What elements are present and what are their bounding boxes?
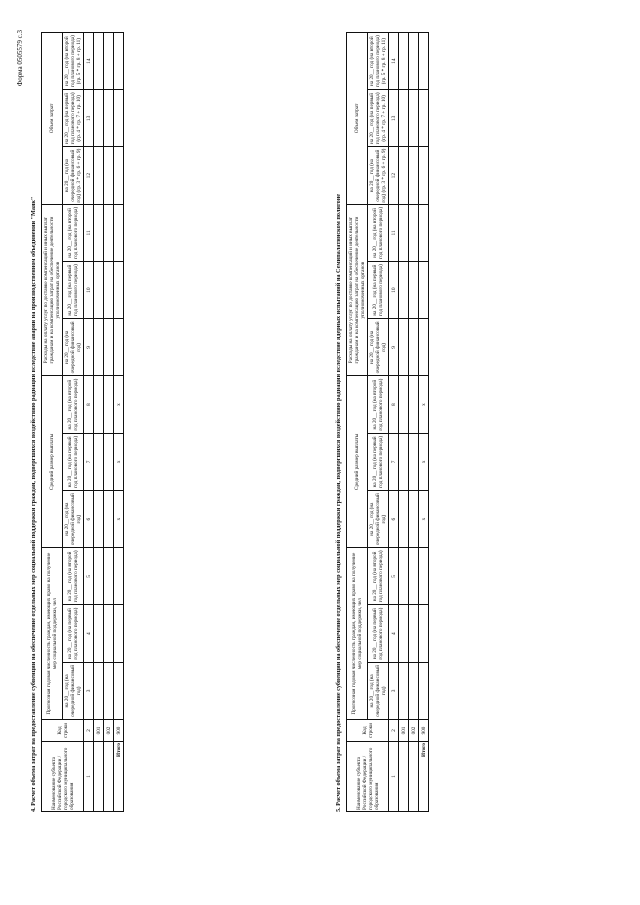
year-header: на 20__ год (на первый год планового периода) [368,262,389,319]
value-cell[interactable] [94,33,104,90]
x-mark: x [419,491,429,548]
value-cell[interactable] [104,147,114,204]
year-header: на 20__ год (на второй год планового периода) [368,376,389,433]
volume-year-header: на 20__ год (на первый год планового периода) (гр. 4 * гр. 7 + гр. 10) [368,90,389,147]
year-header: на 20__ год (на первый год планового периода) [63,262,84,319]
total-label: Итого [114,742,124,812]
value-cell[interactable] [419,33,429,90]
value-cell[interactable] [114,662,124,719]
column-number: 4 [84,605,94,662]
value-cell[interactable] [94,491,104,548]
code-cell: 002 [104,720,114,742]
value-cell[interactable] [409,147,419,204]
value-cell[interactable] [419,204,429,261]
column-number: 11 [389,204,399,261]
value-cell[interactable] [104,33,114,90]
rotated-content [10,12,630,892]
value-cell[interactable] [104,605,114,662]
total-row [114,33,124,812]
subject-cell[interactable] [104,742,114,812]
column-number: 3 [389,662,399,719]
column-number: 12 [389,147,399,204]
value-cell[interactable] [399,605,409,662]
value-cell[interactable] [419,319,429,376]
subject-header: Наименование субъекта Российской Федерации / городского муниципального образования [347,742,389,812]
volume-year-header: на 20__ год (на первый год планового периода) (гр. 4 * гр. 7 + гр. 10) [63,90,84,147]
expenses-header: Расходы на оплату услуг по доставке компенсаций и иных выплат гражданам и на компенсацию затрат на обеспечение деятельности уполномоченных органов [347,204,368,376]
column-number: 2 [389,720,399,742]
column-number: 12 [84,147,94,204]
column-number: 10 [389,262,399,319]
value-cell[interactable] [399,319,409,376]
total-code: 900 [114,720,124,742]
value-cell[interactable] [409,491,419,548]
year-header: на 20__ год (на очередной финансовый год) [63,491,84,548]
total-row [419,33,429,812]
value-cell[interactable] [104,548,114,605]
value-cell[interactable] [114,90,124,147]
value-cell[interactable] [114,548,124,605]
table-row [409,33,419,812]
code-cell: 001 [94,720,104,742]
x-mark: x [419,376,429,433]
value-cell[interactable] [399,433,409,490]
value-cell[interactable] [409,605,419,662]
year-header: на 20__ год (на очередной финансовый год) [63,319,84,376]
value-cell[interactable] [399,376,409,433]
volume-year-header: на 20__ год (на очередной финансовый год) (гр. 3 * гр. 6 + гр. 9) [64,148,82,203]
value-cell[interactable] [104,262,114,319]
value-cell[interactable] [399,33,409,90]
column-number: 6 [84,491,94,548]
value-cell[interactable] [409,376,419,433]
value-cell[interactable] [419,147,429,204]
value-cell[interactable] [114,33,124,90]
table-row [104,33,114,812]
avg-pay-header: Средний размер выплаты [347,376,368,548]
section-title: 4. Расчет объема затрат на предоставление субвенции на обеспечение отдельных мер социальной поддержки граждан, подвергшихся воздействию радиации вследствие аварии на производственном объединении "Маяк" [30,196,37,812]
value-cell[interactable] [104,491,114,548]
column-number: 4 [389,605,399,662]
column-number: 8 [389,376,399,433]
value-cell[interactable] [419,662,429,719]
value-cell[interactable] [399,491,409,548]
forecast-header: Прогнозная годовая численность граждан, имеющих право на получение мер социальной поддержки, чел [347,548,368,720]
year-header: на 20__ год (на очередной финансовый год) [63,662,84,719]
avg-pay-header: Средний размер выплаты [42,376,63,548]
value-cell[interactable] [94,662,104,719]
value-cell[interactable] [399,204,409,261]
value-cell[interactable] [94,548,104,605]
year-header: на 20__ год (на первый год планового периода) [368,433,389,490]
year-header: на 20__ год (на второй год планового периода) [63,204,84,261]
value-cell[interactable] [409,433,419,490]
forecast-header: Прогнозная годовая численность граждан, имеющих право на получение мер социальной поддержки, чел [42,548,63,720]
column-number: 9 [84,319,94,376]
value-cell[interactable] [409,204,419,261]
value-cell[interactable] [399,262,409,319]
column-number: 6 [389,491,399,548]
column-number: 1 [389,742,399,812]
section-4 [30,32,124,812]
table-row [94,33,104,812]
volume-header: Объем затрат [347,33,368,205]
value-cell[interactable] [399,662,409,719]
x-mark: x [114,491,124,548]
subject-cell[interactable] [409,742,419,812]
column-number: 13 [389,90,399,147]
year-header: на 20__ год (на второй год планового периода) [368,548,389,605]
code-cell: 001 [399,720,409,742]
value-cell[interactable] [419,548,429,605]
value-cell[interactable] [94,433,104,490]
value-cell[interactable] [409,662,419,719]
value-cell[interactable] [409,548,419,605]
volume-year-header: на 20__ год (на второй год планового периода) (гр. 5 * гр. 8 + гр. 11) [63,33,84,90]
value-cell[interactable] [94,262,104,319]
column-number: 7 [389,433,399,490]
section-4-table [41,32,124,812]
value-cell[interactable] [104,90,114,147]
value-cell[interactable] [104,433,114,490]
section-title: 5. Расчет объема затрат на предоставление субвенции на обеспечение отдельных мер социальной поддержки граждан, подвергшихся воздействию радиации вследствие ядерных испытаний на Семипалатинском полигоне [335,193,342,812]
code-header: Код строки [42,720,84,742]
column-number: 5 [84,548,94,605]
volume-year-header: на 20__ год (на второй год планового периода) (гр. 5 * гр. 8 + гр. 11) [368,33,389,90]
subject-cell[interactable] [399,742,409,812]
value-cell[interactable] [114,262,124,319]
year-header: на 20__ год (на первый год планового периода) [63,433,84,490]
volume-header: Объем затрат [42,33,63,205]
subject-cell[interactable] [94,742,104,812]
section-5 [335,32,429,812]
volume-year-header: на 20__ год (на очередной финансовый год) (гр. 3 * гр. 6 + гр. 9) [369,148,387,203]
column-number: 10 [84,262,94,319]
value-cell[interactable] [104,376,114,433]
value-cell[interactable] [409,319,419,376]
year-header: на 20__ год (на второй год планового периода) [63,376,84,433]
value-cell[interactable] [419,90,429,147]
value-cell[interactable] [409,262,419,319]
value-cell[interactable] [104,662,114,719]
value-cell[interactable] [104,204,114,261]
value-cell[interactable] [114,605,124,662]
year-header: на 20__ год (на первый год планового периода) [368,605,389,662]
value-cell[interactable] [409,33,419,90]
value-cell[interactable] [94,605,104,662]
column-number: 11 [84,204,94,261]
column-number: 7 [84,433,94,490]
value-cell[interactable] [399,90,409,147]
x-mark: x [114,433,124,490]
subject-header: Наименование субъекта Российской Федерации / городского муниципального образования [42,742,84,812]
value-cell[interactable] [399,147,409,204]
value-cell[interactable] [94,204,104,261]
form-code: Форма 0505579 с.3 [16,30,24,87]
total-code: 900 [419,720,429,742]
column-number: 14 [84,33,94,90]
value-cell[interactable] [409,90,419,147]
value-cell[interactable] [114,147,124,204]
value-cell[interactable] [114,204,124,261]
value-cell[interactable] [94,319,104,376]
value-cell[interactable] [104,319,114,376]
year-header: на 20__ год (на очередной финансовый год) [368,662,389,719]
code-cell: 002 [409,720,419,742]
column-number: 14 [389,33,399,90]
column-number: 8 [84,376,94,433]
value-cell[interactable] [94,147,104,204]
section-5-table [346,32,429,812]
column-number: 9 [389,319,399,376]
year-header: на 20__ год (на очередной финансовый год) [368,319,389,376]
year-header: на 20__ год (на первый год планового периода) [63,605,84,662]
x-mark: x [419,433,429,490]
value-cell[interactable] [94,90,104,147]
value-cell[interactable] [419,605,429,662]
value-cell[interactable] [114,319,124,376]
value-cell[interactable] [399,548,409,605]
column-number: 5 [389,548,399,605]
column-number: 3 [84,662,94,719]
expenses-header: Расходы на оплату услуг по доставке компенсаций и иных выплат гражданам и на компенсацию затрат на обеспечение деятельности уполномоченных органов [42,204,63,376]
column-number: 13 [84,90,94,147]
column-number: 1 [84,742,94,812]
value-cell[interactable] [419,262,429,319]
code-header: Код строки [347,720,389,742]
year-header: на 20__ год (на второй год планового периода) [63,548,84,605]
total-label: Итого [419,742,429,812]
value-cell[interactable] [94,376,104,433]
table-row [399,33,409,812]
x-mark: x [114,376,124,433]
year-header: на 20__ год (на очередной финансовый год) [368,491,389,548]
year-header: на 20__ год (на второй год планового периода) [368,204,389,261]
column-number: 2 [84,720,94,742]
